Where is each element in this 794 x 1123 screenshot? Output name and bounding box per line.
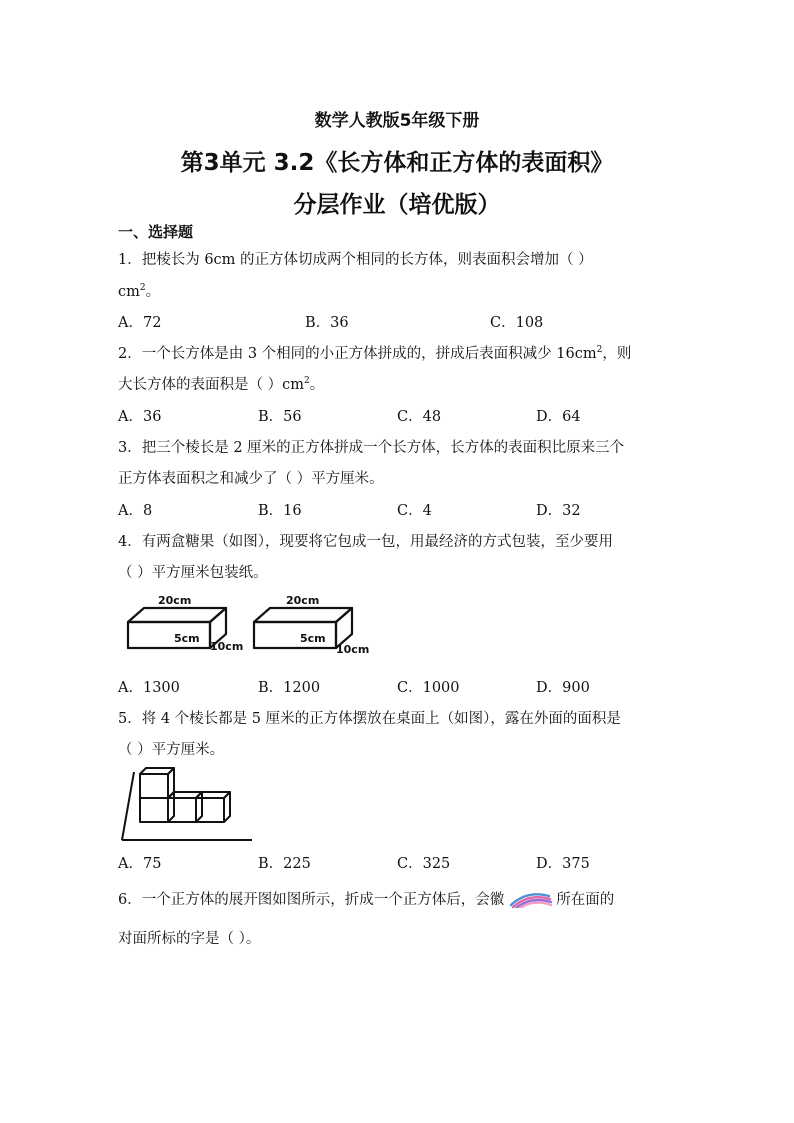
unit-title: 第3单元 3.2《长方体和正方体的表面积》: [180, 150, 614, 176]
q5-option-b[interactable]: B．225: [258, 856, 311, 872]
q2-line1: 2．一个长方体是由 3 个相同的小正方体拼成的，拼成后表面积减少 $16cm^2$，则: [118, 345, 632, 362]
table-edge-left: [122, 772, 134, 840]
q1-option-a[interactable]: A．72: [118, 315, 162, 331]
homework-title: 分层作业（培优版）: [293, 192, 501, 218]
q3-option-b[interactable]: B．16: [258, 503, 302, 519]
q4-option-a[interactable]: A．1300: [118, 680, 180, 696]
q3-option-c[interactable]: C．4: [397, 503, 432, 519]
q1-line1: 1．把棱长为 6cm 的正方体切成两个相同的长方体，则表面积会增加（ ）: [118, 252, 593, 268]
q1-option-c[interactable]: C．108: [490, 315, 544, 331]
section-title: 一、选择题: [118, 223, 194, 241]
q5-line1: 5．将 4 个棱长都是 5 厘米的正方体摆放在桌面上（如图），露在外面的面积是: [118, 711, 621, 727]
box1-height-label: 5cm: [174, 632, 200, 645]
q2-option-d[interactable]: D．64: [536, 409, 581, 425]
q4-option-c[interactable]: C．1000: [397, 680, 460, 696]
q6-line2: 对面所标的字是（ ）。: [118, 931, 261, 947]
q1-line2: $cm^2$。: [118, 283, 161, 300]
candy-boxes-figure: [122, 590, 382, 658]
q4-line1: 4．有两盒糖果（如图），现要将它包成一包，用最经济的方式包装，至少要用: [118, 534, 613, 550]
q3-option-a[interactable]: A．8: [118, 503, 153, 519]
box1-length-label: 20cm: [158, 594, 192, 607]
box2-height-label: 5cm: [300, 632, 326, 645]
q6-line1: 6．一个正方体的展开图如图所示，折成一个正方体后，会徽 所在面的: [118, 888, 614, 909]
q1-option-b[interactable]: B．36: [305, 315, 349, 331]
q5-option-d[interactable]: D．375: [536, 856, 590, 872]
box2-width-label: 10cm: [336, 643, 370, 656]
box1-width-label: 10cm: [210, 640, 244, 653]
q5-option-c[interactable]: C．325: [397, 856, 451, 872]
q4-line2: （ ）平方厘米包装纸。: [118, 565, 268, 581]
q3-line1: 3．把三个棱长是 2 厘米的正方体拼成一个长方体，长方体的表面积比原来三个: [118, 440, 625, 456]
cube-top: [140, 774, 168, 798]
q5-option-a[interactable]: A．75: [118, 856, 162, 872]
cube-bottom-3-side: [224, 792, 230, 822]
q2-option-a[interactable]: A．36: [118, 409, 162, 425]
q3-line2: 正方体表面积之和减少了（ ）平方厘米。: [118, 471, 384, 487]
q4-option-b[interactable]: B．1200: [258, 680, 321, 696]
cube-bottom-1: [140, 798, 168, 822]
cubes-on-table-figure: [118, 764, 258, 846]
olympic-emblem-icon: [507, 888, 553, 908]
box2-side-face: [336, 608, 352, 648]
q2-option-b[interactable]: B．56: [258, 409, 302, 425]
q2-option-c[interactable]: C．48: [397, 409, 442, 425]
grade-title: 数学人教版5年级下册: [314, 111, 480, 131]
box2-length-label: 20cm: [286, 594, 320, 607]
q3-option-d[interactable]: D．32: [536, 503, 581, 519]
q4-option-d[interactable]: D．900: [536, 680, 590, 696]
q2-line2: 大长方体的表面积是（ ）$cm^2$。: [118, 376, 325, 393]
q5-line2: （ ）平方厘米。: [118, 742, 225, 758]
